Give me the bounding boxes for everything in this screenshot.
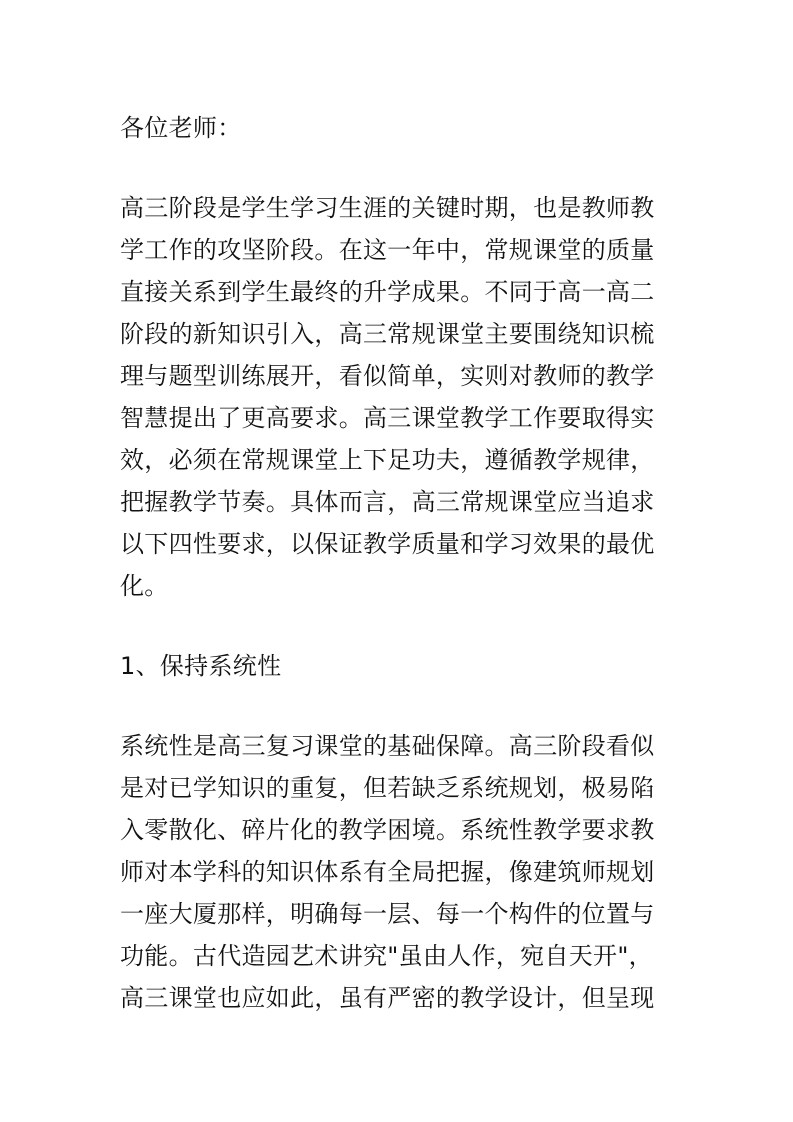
- paragraph-gap: [120, 149, 680, 187]
- greeting: 各位老师：: [120, 114, 242, 142]
- paragraph-gap: [120, 607, 680, 645]
- paragraph-line: 高三课堂也应如此，虽有严密的教学设计，但呈现: [120, 984, 655, 1012]
- paragraph-line: 智慧提出了更高要求。高三课堂教学工作要取得实: [120, 404, 655, 432]
- paragraph-line: 化。: [120, 572, 169, 600]
- paragraph-line: 入零散化、碎片化的教学困境。系统性教学要求教: [120, 816, 655, 844]
- section-heading: 1、保持系统性: [120, 652, 282, 680]
- paragraph-line: 是对已学知识的重复，但若缺乏系统规划，极易陷: [120, 774, 655, 802]
- paragraph-line: 功能。古代造园艺术讲究"虽由人作，宛自天开"，: [120, 942, 653, 970]
- intro-paragraph: [120, 187, 680, 607]
- paragraph-line: 以下四性要求，以保证教学质量和学习效果的最优: [120, 530, 655, 558]
- paragraph-line: 理与题型训练展开，看似简单，实则对教师的教学: [120, 362, 655, 390]
- document-page: [120, 107, 680, 1019]
- paragraph-line: 效，必须在常规课堂上下足功夫，遵循教学规律，: [120, 446, 655, 474]
- paragraph-line: 系统性是高三复习课堂的基础保障。高三阶段看似: [120, 732, 655, 760]
- paragraph-line: 学工作的攻坚阶段。在这一年中，常规课堂的质量: [120, 236, 655, 264]
- paragraph-line: 高三阶段是学生学习生涯的关键时期，也是教师教: [120, 194, 655, 222]
- paragraph-line: 师对本学科的知识体系有全局把握，像建筑师规划: [120, 858, 655, 886]
- paragraph-gap: [120, 687, 680, 725]
- paragraph-line: 一座大厦那样，明确每一层、每一个构件的位置与: [120, 900, 655, 928]
- paragraph-line: 直接关系到学生最终的升学成果。不同于高一高二: [120, 278, 655, 306]
- section1-paragraph: [120, 725, 680, 1019]
- paragraph-line: 阶段的新知识引入，高三常规课堂主要围绕知识梳: [120, 320, 655, 348]
- paragraph-line: 把握教学节奏。具体而言，高三常规课堂应当追求: [120, 488, 655, 516]
